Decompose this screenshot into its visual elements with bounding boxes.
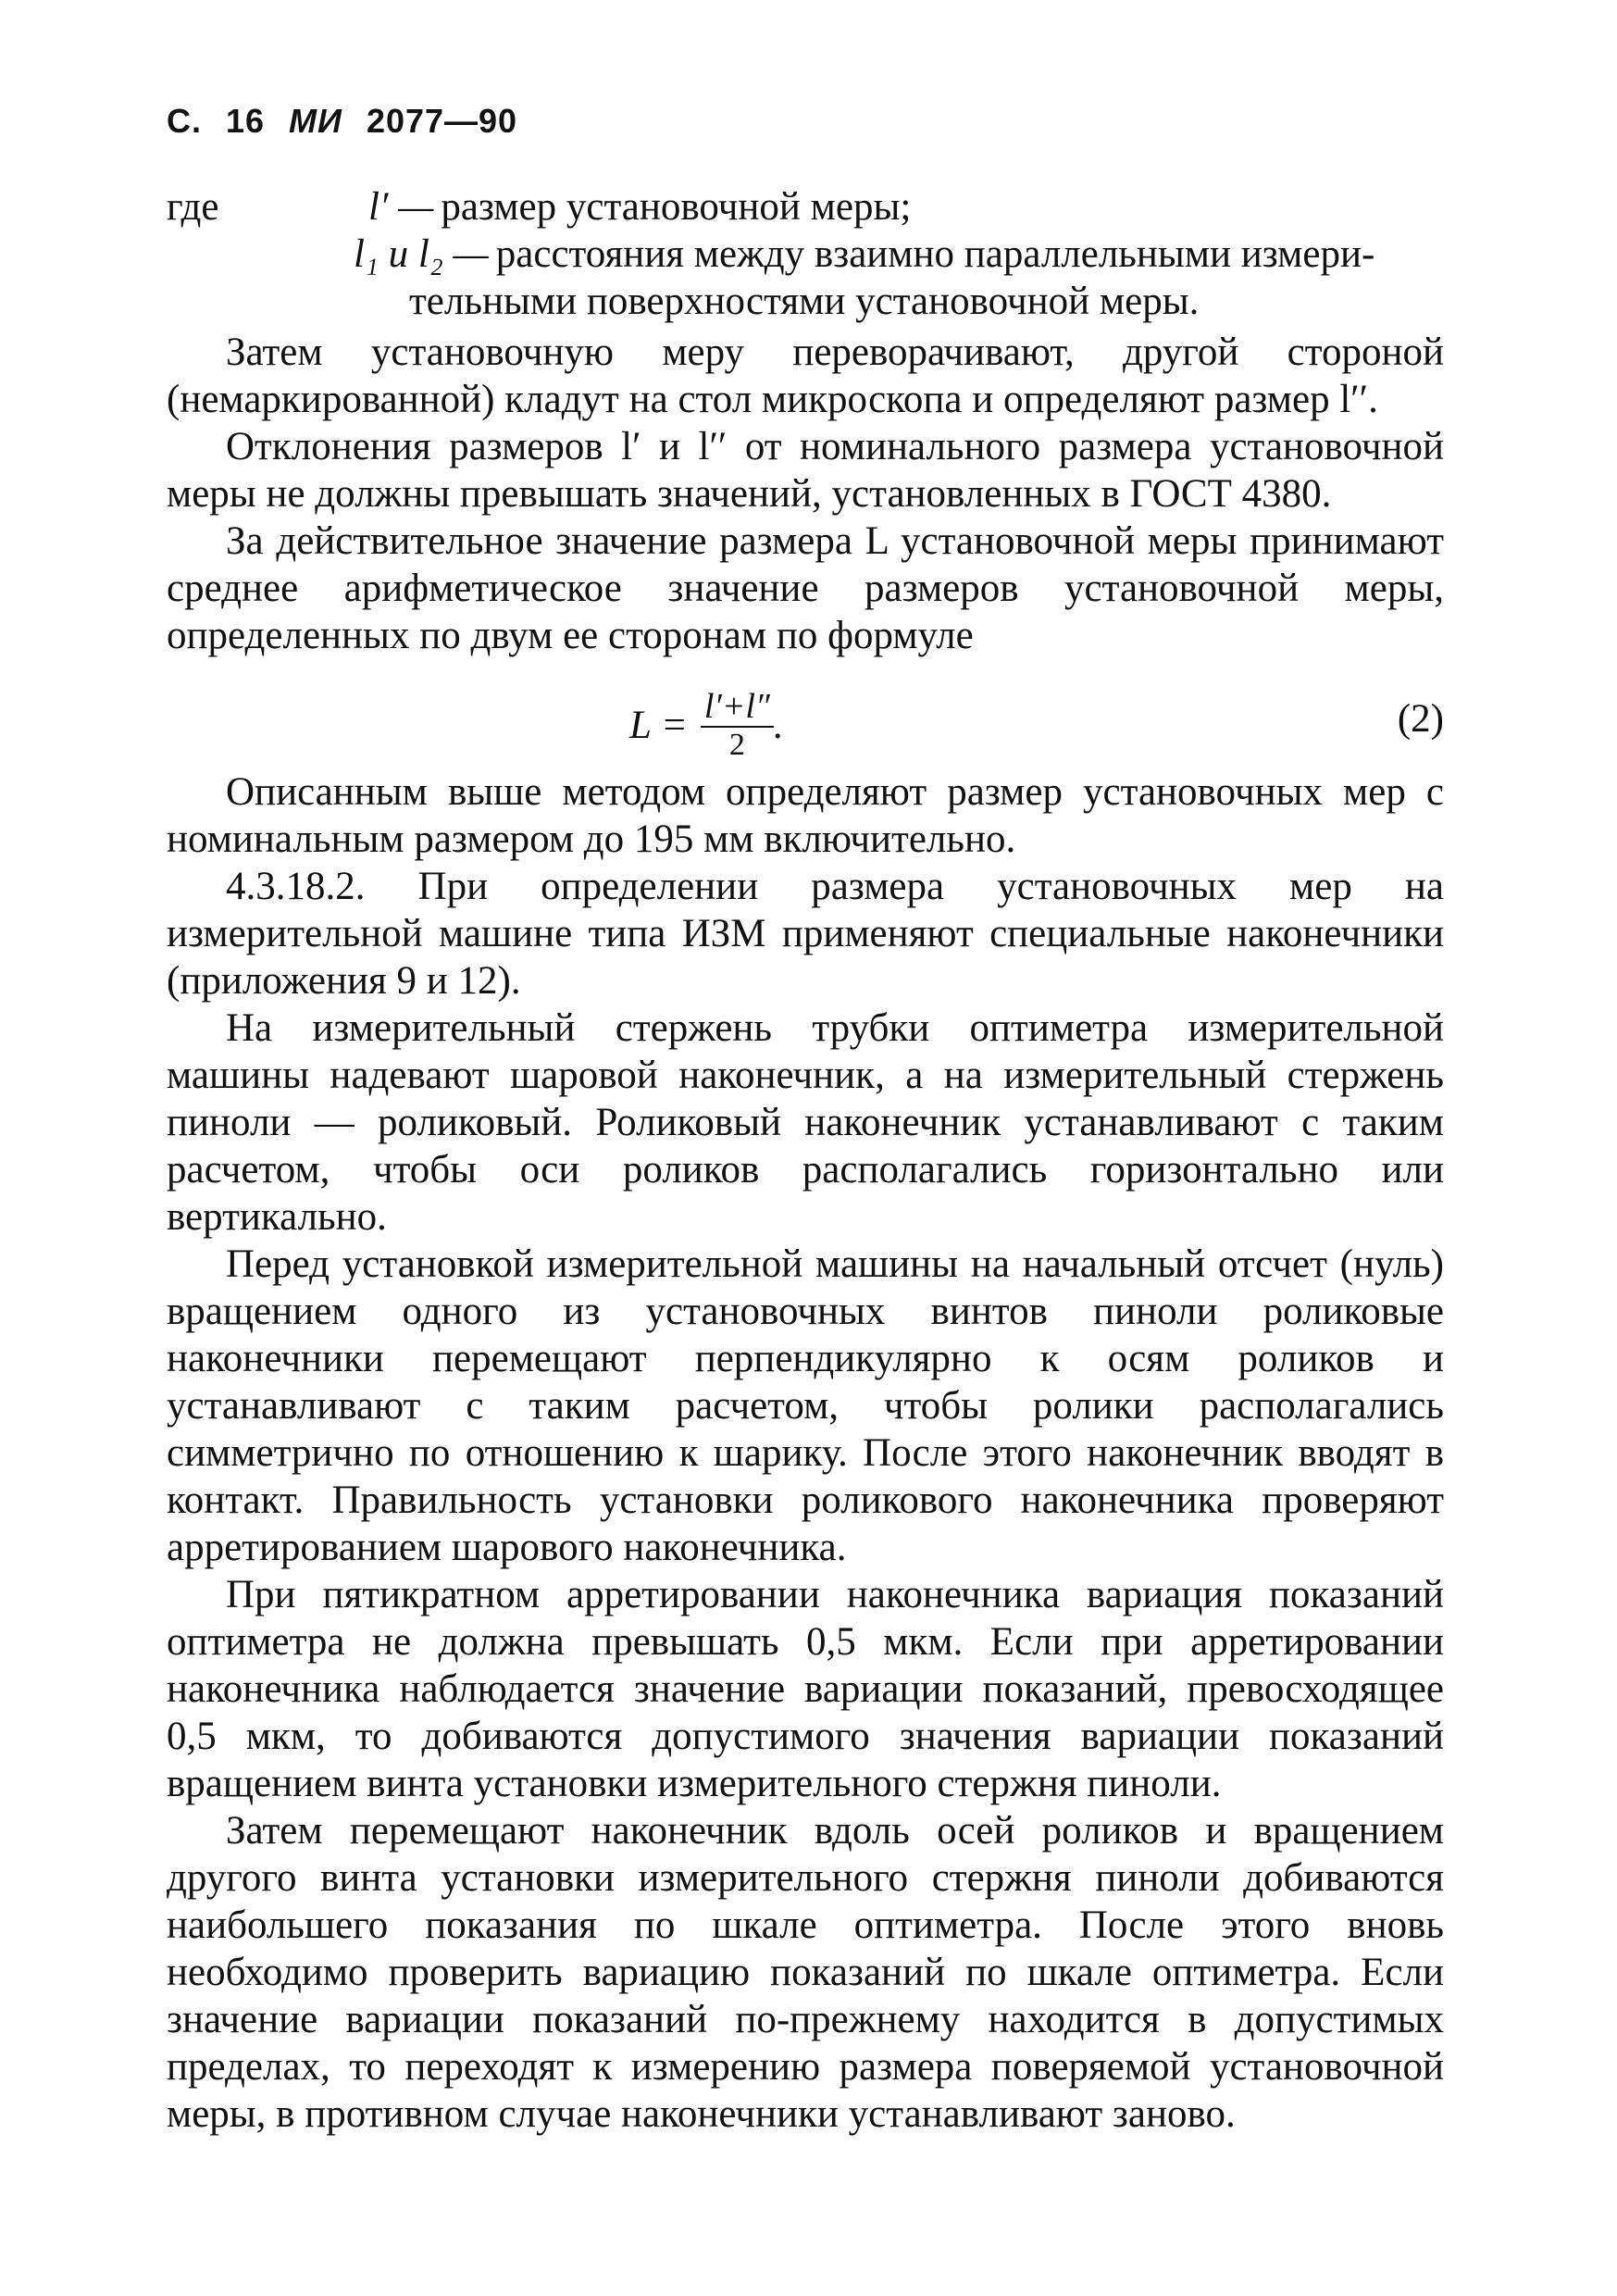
definition-symbol: l₁ и l₂ — [354,232,489,276]
page-header [167,102,1444,141]
definition-text: расстояния между взаимно параллельными измери- [495,232,1375,276]
paragraph: Затем установочную меру переворачивают, другой стороной (немаркированной) кладут на стол микроскопа и определяют размер l′′. [167,331,1444,421]
document-page [167,102,1444,2138]
formula-expression [629,687,784,763]
formula-block [167,659,1444,768]
doc-number: 2077—90 [366,102,518,140]
paragraph: 4.3.18.2. При определении размера установочных мер на измерительной машине типа ИЗМ применяют специальные наконечники (приложения 9 и 12). [167,865,1444,1003]
formula-numerator: l′+l″ [703,687,770,726]
definition-symbol: l′ — [368,185,434,229]
definition-row [167,183,1444,231]
definition-text: размер установочной меры; [441,185,912,229]
page-number: 16 [226,102,266,140]
paragraph: Отклонения размеров l′ и l′′ от номинального размера установочной меры не должны превышать значений, установленных в ГОСТ 4380. [167,425,1444,516]
definitions-block [167,183,1444,325]
definition-continuation: тельными поверхностями установочной меры. [409,280,1200,323]
formula-number: (2) [1397,697,1444,741]
formula-lhs: L = [629,703,688,747]
paragraph: Описанным выше методом определяют размер установочных мер с номинальным размером до 195 мм включительно. [167,770,1444,861]
doc-prefix: МИ [289,102,342,140]
definition-lead: где [167,185,219,229]
paragraph: На измерительный стержень трубки оптиметра измерительной машины надевают шаровой наконечник, а на измерительный стержень пиноли — роликовый. Роликовый наконечник устанавливают с таким расчетом, чтобы оси роликов располагались горизонтально или вертикально. [167,1006,1444,1239]
paragraph: Перед установкой измерительной машины на начальный отсчет (нуль) вращением одного из установочных винтов пиноли роликовые наконечники перемещают перпендикулярно к осям роликов и устанавливают с таким расчетом, чтобы ролики располагались симметрично по отношению к шарику. После этого наконечник вводят в контакт. Правильность установки роликового наконечника проверяют арретированием шарового наконечника. [167,1242,1444,1569]
formula-fraction [701,687,774,763]
paragraph: Затем перемещают наконечник вдоль осей роликов и вращением другого винта установки измерительного стержня пиноли добиваются наибольшего показания по шкале оптиметра. После этого вновь необходимо проверить вариацию показаний по шкале оптиметра. Если значение вариации показаний по-прежнему находится в допустимых пределах, то переходят к измерению размера поверяемой установочной меры, в противном случае наконечники устанавливают заново. [167,1809,1444,2136]
page-label: С. [167,102,202,140]
formula-tail: . [773,703,784,747]
paragraph: За действительное значение размера L установочной меры принимают среднее арифметическое значение размеров установочной меры, определенных по двум ее сторонам по формуле [167,519,1444,657]
formula-denominator: 2 [728,728,745,762]
paragraph: При пятикратном арретировании наконечника вариация показаний оптиметра не должна превышать 0,5 мкм. Если при арретировании наконечника наблюдается значение вариации показаний, превосходящее 0,5 мкм, то добиваются допустимого значения вариации показаний вращением винта установки измерительного стержня пиноли. [167,1573,1444,1805]
definition-row [167,231,1444,278]
